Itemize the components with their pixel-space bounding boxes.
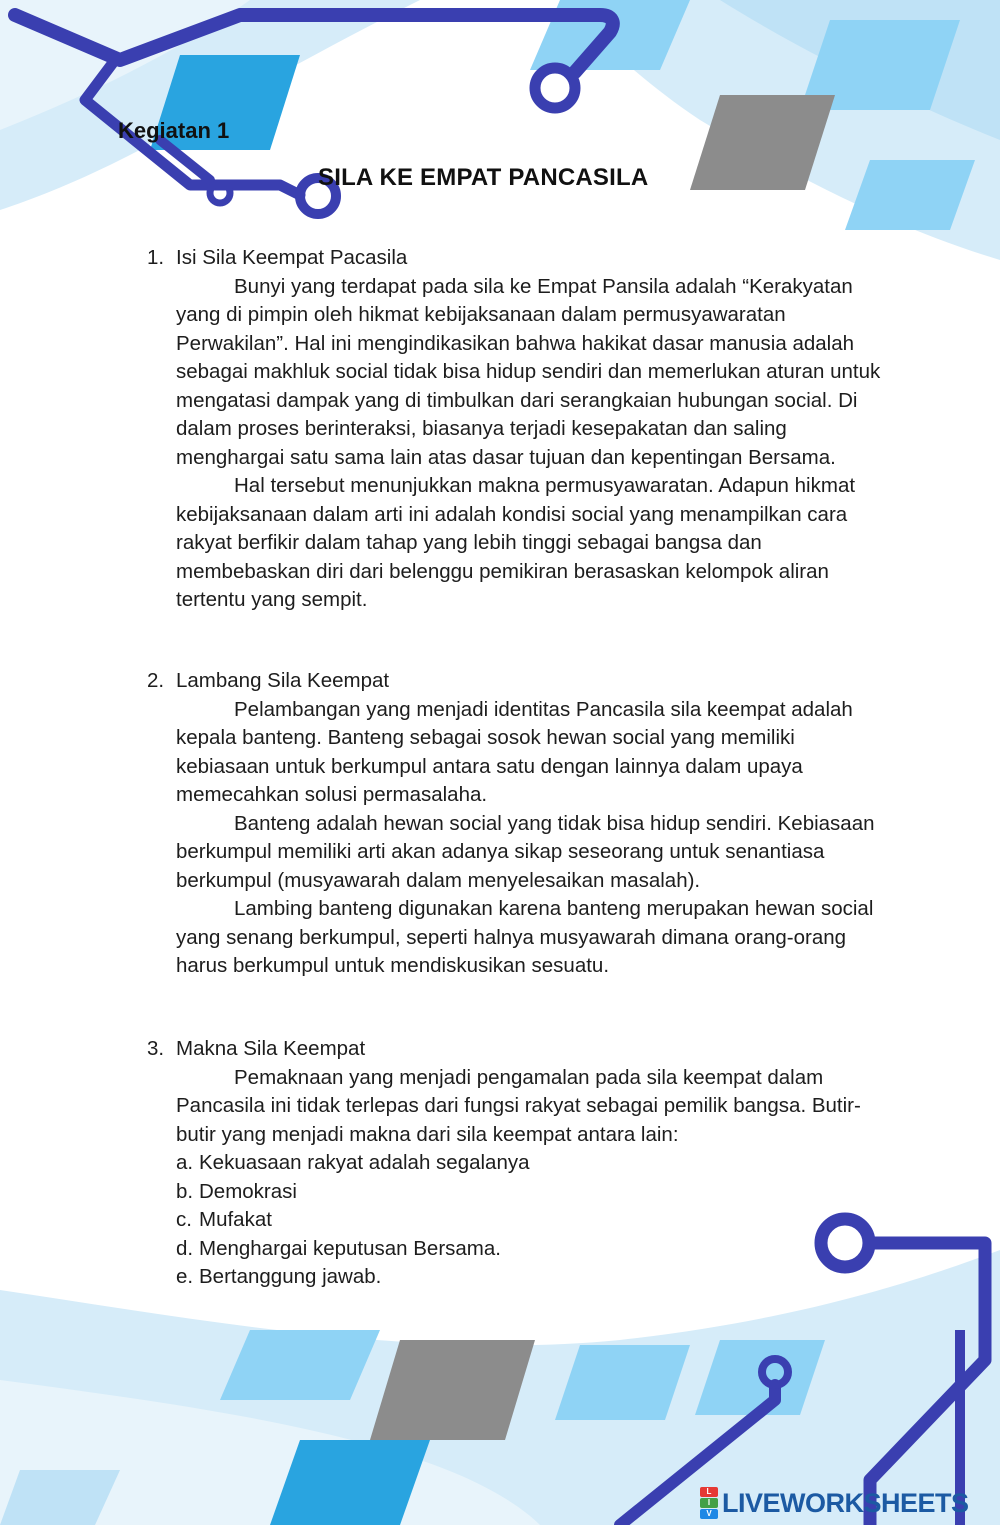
list-item-letter: c. [176,1208,192,1231]
section-body [176,696,886,981]
list-item [176,1235,907,1264]
list-item-text: Menghargai keputusan Bersama. [199,1236,501,1260]
section-number: 2. [147,669,165,692]
list-item-letter: a. [176,1151,194,1174]
logo-text: LIVEWORKSHEETS [722,1487,969,1518]
liveworksheets-logo [700,1487,969,1519]
logo-letter: V [700,1509,718,1519]
list-item-text: Demokrasi [199,1179,297,1203]
section-body [176,273,886,615]
logo-letter: I [700,1498,718,1508]
section-number: 3. [147,1037,165,1060]
section-heading [147,667,907,696]
section-lambang-sila [147,667,907,981]
list-item-text: Bertanggung jawab. [199,1265,382,1288]
section-makna-sila [147,1035,907,1292]
paragraph: Pelambangan yang menjadi identitas Pancasila sila keempat adalah kepala banteng. Banteng sebagai sosok hewan social yang memiliki kebiasaan untuk berkumpul antara satu dengan lainnya dalam upaya memecahkan solusi permasalaha. [176,697,853,806]
section-title: Makna Sila Keempat [176,1037,366,1060]
logo-icon [700,1487,720,1520]
paragraph: Bunyi yang terdapat pada sila ke Empat Pansila adalah “Kerakyatan yang di pimpin oleh hikmat kebijaksanaan dalam permusyawaratan Perwakilan”. Hal ini mengindikasikan bahwa hakikat dasar manusia adalah sebagai makhluk social tidak bisa hidup sendiri dan memerlukan aturan untuk mengatasi dampak yang di timbulkan dari serangkaian hubungan social. Di dalam proses berinteraksi, biasanya terjadi kesepakatan dan saling menghargai satu sama lain atas dasar tujuan dan kepentingan Bersama. [176,274,881,469]
list-item-letter: e. [176,1265,194,1288]
meaning-list [176,1149,907,1292]
section-body [176,1064,886,1150]
paragraph: Pemaknaan yang menjadi pengamalan pada sila keempat dalam Pancasila ini tidak terlepas dari fungsi rakyat sebagai pemilik bangsa. Butir-butir yang menjadi makna dari sila keempat antara lain: [176,1065,861,1146]
list-item [176,1206,907,1235]
list-item [176,1149,907,1178]
section-heading [147,244,907,273]
paragraph: Banteng adalah hewan social yang tidak bisa hidup sendiri. Kebiasaan berkumpul memiliki arti akan adanya sikap seseorang untuk senantiasa berkumpul (musyawarah dalam menyelesaikan masalah). [176,811,875,892]
list-item [176,1263,907,1292]
logo-letter: L [700,1487,718,1497]
section-title: Isi Sila Keempat Pacasila [176,246,408,269]
list-item-letter: b. [176,1179,194,1203]
section-number: 1. [147,246,165,269]
section-heading [147,1035,907,1064]
paragraph: Hal tersebut menunjukkan makna permusyawaratan. Adapun hikmat kebijaksanaan dalam arti ini adalah kondisi social yang menampilkan cara rakyat berfikir dalam tahap yang lebih tinggi sebagai bangsa dan membebaskan diri dari belenggu pemikiran berasaskan kelompok aliran tertentu yang sempit. [176,474,856,611]
list-item-text: Mufakat [199,1208,272,1231]
section-title: Lambang Sila Keempat [176,669,390,692]
section-isi-sila [147,244,907,615]
list-item [176,1178,907,1207]
list-item-text: Kekuasaan rakyat adalah segalanya [199,1151,530,1174]
page-title: SILA KE EMPAT PANCASILA [318,164,649,191]
activity-label: Kegiatan 1 [118,118,230,143]
list-item-letter: d. [176,1236,194,1260]
paragraph: Lambing banteng digunakan karena banteng merupakan hewan social yang senang berkumpul, seperti halnya musyawarah dimana orang-orang harus berkumpul untuk mendiskusikan sesuatu. [176,897,874,977]
